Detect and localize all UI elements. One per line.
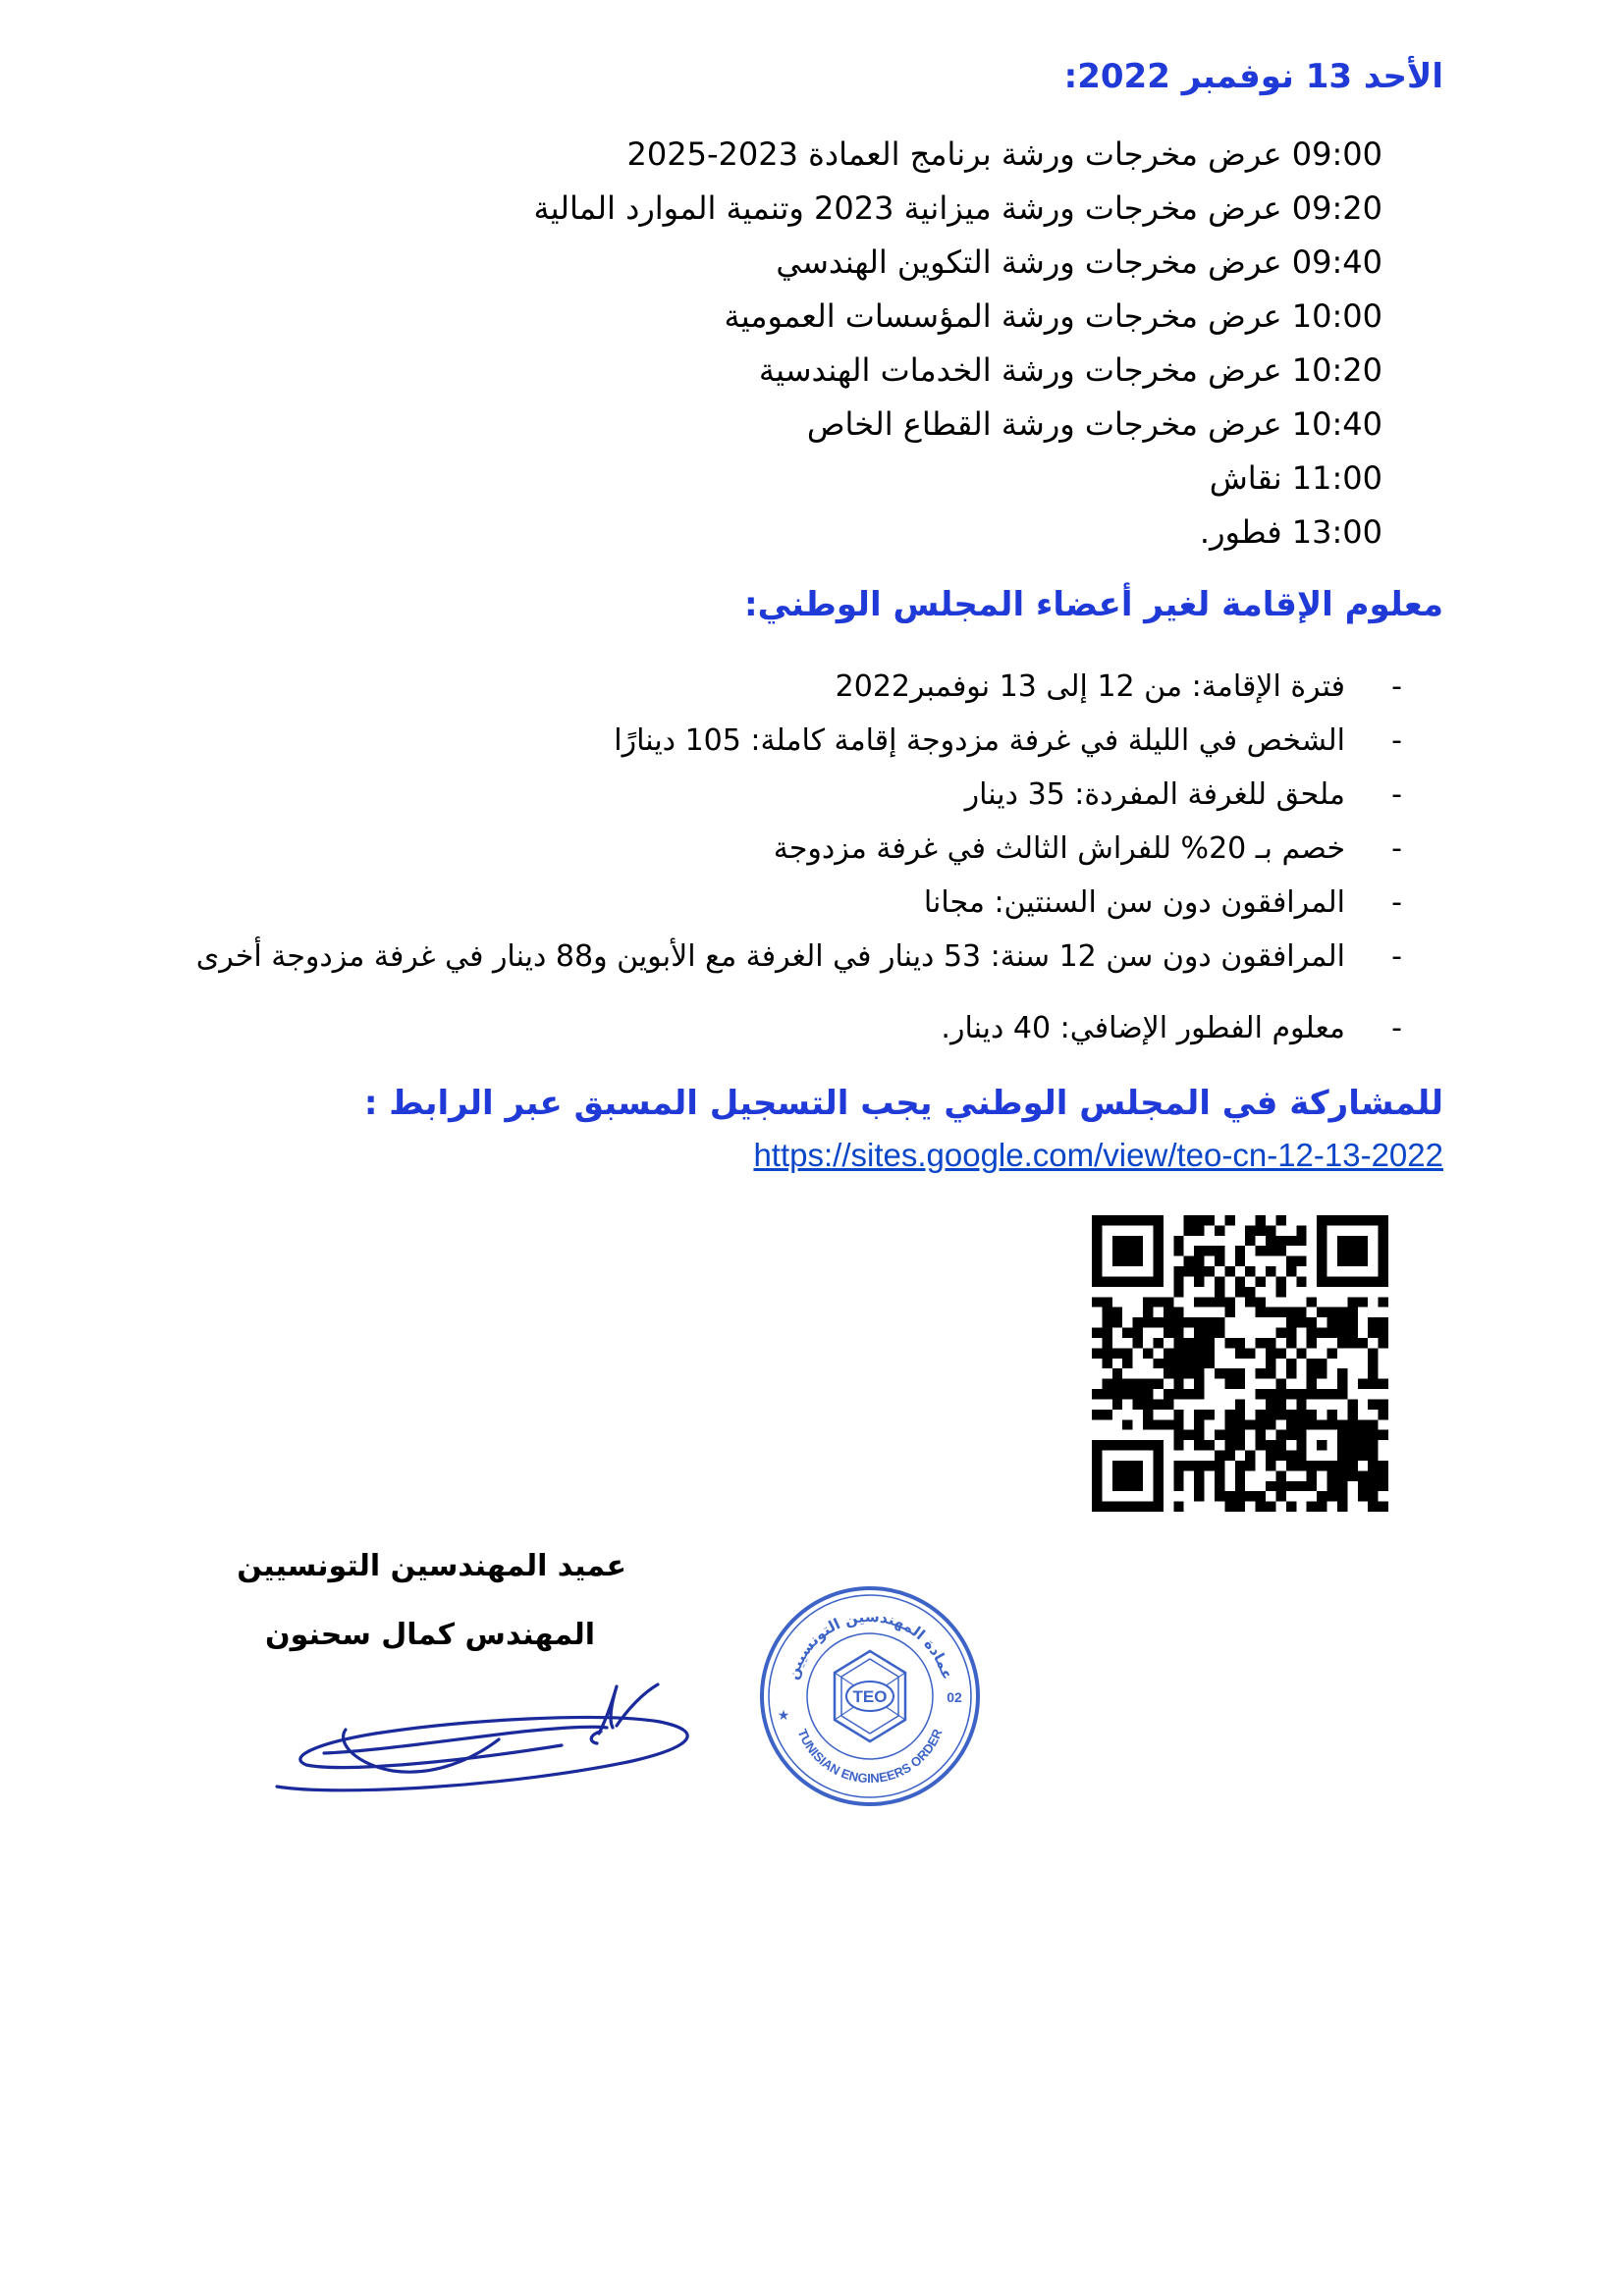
signature-icon (267, 1671, 699, 1800)
bullet-dash: - (1391, 777, 1402, 812)
bullet-dash: - (1391, 939, 1402, 974)
lodging-item (126, 768, 1402, 822)
schedule-text: فطور. (1199, 513, 1282, 551)
lodging-item (126, 930, 1402, 984)
schedule-time: 09:40 (1291, 243, 1382, 281)
lodging-item-text: خصم بـ 20% للفراش الثالث في غرفة مزدوجة (773, 831, 1345, 866)
schedule-text: عرض مخرجات ورشة المؤسسات العمومية (724, 297, 1282, 335)
svg-text:عمادة المهندسين التونسيين (784, 1608, 956, 1682)
schedule-time: 10:40 (1291, 405, 1382, 443)
lodging-item (126, 660, 1402, 714)
svg-text:TUNISIAN ENGINEERS ORDER (794, 1727, 945, 1787)
stamp-english-text: TUNISIAN ENGINEERS ORDER (794, 1727, 946, 1787)
schedule-list (533, 128, 1382, 560)
schedule-time: 10:20 (1291, 351, 1382, 389)
bullet-dash: - (1391, 885, 1402, 920)
stamp-star-icon: ★ (777, 1708, 790, 1724)
schedule-time: 09:20 (1291, 189, 1382, 227)
schedule-item (533, 290, 1382, 344)
bullet-dash: - (1391, 1011, 1402, 1045)
schedule-text: عرض مخرجات ورشة التكوين الهندسي (776, 243, 1282, 281)
schedule-item (533, 236, 1382, 290)
schedule-text: عرض مخرجات ورشة برنامج العمادة 2023-2025 (626, 135, 1282, 173)
stamp-logo-text: TEO (852, 1687, 888, 1706)
official-seal-icon (756, 1582, 984, 1810)
bullet-dash: - (1391, 669, 1402, 704)
schedule-time: 11:00 (1291, 459, 1382, 497)
schedule-text: عرض مخرجات ورشة القطاع الخاص (806, 405, 1282, 443)
bullet-dash: - (1391, 831, 1402, 866)
lodging-item (126, 822, 1402, 876)
lodging-item-text: المرافقون دون سن السنتين: مجانا (923, 885, 1345, 920)
bullet-dash: - (1391, 723, 1402, 758)
schedule-text: عرض مخرجات ورشة ميزانية 2023 وتنمية الموارد المالية (533, 189, 1282, 227)
qr-code-icon (1092, 1215, 1388, 1512)
schedule-time: 10:00 (1291, 297, 1382, 335)
lodging-item-text: ملحق للغرفة المفردة: 35 دينار (964, 777, 1345, 812)
stamp-arabic-text: عمادة المهندسين التونسيين (784, 1607, 956, 1682)
schedule-item (533, 452, 1382, 506)
schedule-time: 13:00 (1291, 513, 1382, 551)
schedule-text: نقاش (1209, 459, 1282, 497)
lodging-item-text: الشخص في الليلة في غرفة مزدوجة إقامة كاملة: 105 دينارًا (614, 723, 1345, 758)
day-heading: الأحد 13 نوفمبر 2022: (1063, 57, 1443, 96)
schedule-item (533, 128, 1382, 182)
signatory-title: عميد المهندسين التونسيين (237, 1549, 626, 1583)
lodging-item (126, 876, 1402, 930)
schedule-item (533, 398, 1382, 452)
schedule-item (533, 182, 1382, 236)
registration-heading: للمشاركة في المجلس الوطني يجب التسجيل المسبق عبر الرابط : (363, 1084, 1443, 1123)
lodging-item (126, 714, 1402, 768)
lodging-list (126, 660, 1402, 1055)
registration-link[interactable]: https://sites.google.com/view/teo-cn-12-13-2022 (753, 1137, 1443, 1173)
lodging-item-text: معلوم الفطور الإضافي: 40 دينار. (941, 1011, 1345, 1045)
lodging-item-text: المرافقون دون سن 12 سنة: 53 دينار في الغرفة مع الأبوين و88 دينار في غرفة مزدوجة أخرى (195, 939, 1345, 974)
stamp-number: 02 (947, 1689, 962, 1705)
schedule-time: 09:00 (1291, 135, 1382, 173)
schedule-item (533, 344, 1382, 398)
lodging-heading: معلوم الإقامة لغير أعضاء المجلس الوطني: (743, 585, 1443, 624)
lodging-item (126, 1001, 1402, 1055)
lodging-item-text: فترة الإقامة: من 12 إلى 13 نوفمبر2022 (835, 669, 1345, 704)
signatory-name: المهندس كمال سحنون (265, 1618, 595, 1652)
schedule-item (533, 506, 1382, 560)
schedule-text: عرض مخرجات ورشة الخدمات الهندسية (758, 351, 1282, 389)
